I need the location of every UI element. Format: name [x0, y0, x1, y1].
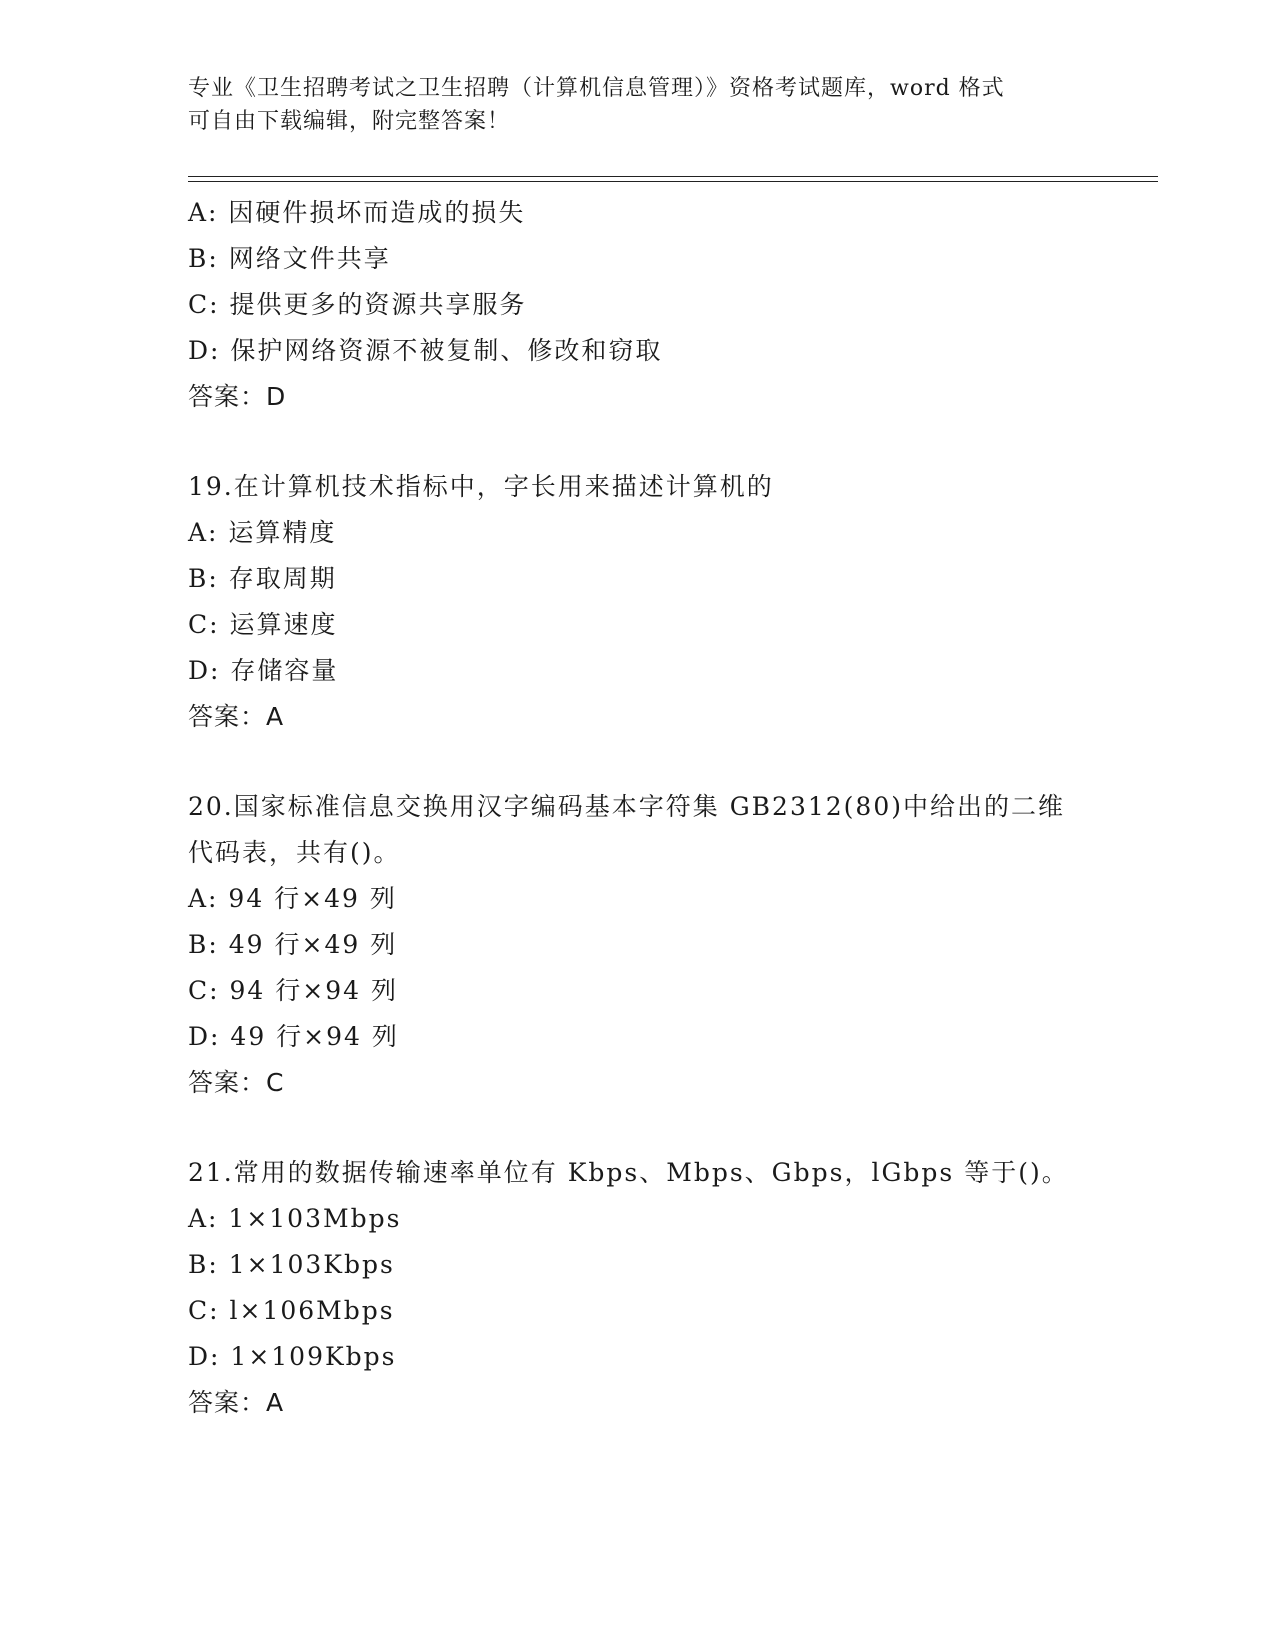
option-c: C: l×106Mbps	[188, 1296, 395, 1325]
header-rule-bottom	[188, 181, 1158, 182]
option-b: B: 49 行×49 列	[188, 930, 398, 959]
answer-line: 答案：A	[188, 1388, 285, 1417]
answer-line: 答案：A	[188, 702, 285, 731]
option-b: B: 1×103Kbps	[188, 1250, 395, 1279]
question-text-line-1: 20.国家标准信息交换用汉字编码基本字符集 GB2312(80)中给出的二维	[188, 792, 1065, 821]
document-header	[188, 72, 1068, 138]
question-text: 19.在计算机技术指标中，字长用来描述计算机的	[188, 472, 774, 501]
question-block-19	[188, 464, 1148, 740]
option-d: D: 1×109Kbps	[188, 1342, 397, 1371]
option-a: A: 运算精度	[188, 518, 337, 547]
option-b: B: 存取周期	[188, 564, 337, 593]
question-block-18	[188, 190, 1148, 420]
option-a: A: 1×103Mbps	[188, 1204, 402, 1233]
option-d: D: 存储容量	[188, 656, 339, 685]
option-c: C: 94 行×94 列	[188, 976, 398, 1005]
question-block-20	[188, 784, 1148, 1106]
header-line-1: 专业《卫生招聘考试之卫生招聘（计算机信息管理）》资格考试题库，word 格式	[188, 76, 1005, 101]
header-rule-top	[188, 176, 1158, 177]
option-b: B: 网络文件共享	[188, 244, 391, 273]
header-line-2: 可自由下载编辑，附完整答案！	[188, 109, 511, 134]
option-a: A: 94 行×49 列	[188, 884, 397, 913]
option-d: D: 49 行×94 列	[188, 1022, 399, 1051]
question-block-21	[188, 1150, 1148, 1426]
option-d: D: 保护网络资源不被复制、修改和窃取	[188, 336, 663, 365]
option-a: A: 因硬件损坏而造成的损失	[188, 198, 526, 227]
answer-line: 答案：C	[188, 1068, 285, 1097]
question-text: 21.常用的数据传输速率单位有 Kbps、Mbps、Gbps，lGbps 等于()。	[188, 1158, 1069, 1187]
answer-line: 答案：D	[188, 382, 287, 411]
question-list	[188, 190, 1148, 1426]
option-c: C: 提供更多的资源共享服务	[188, 290, 527, 319]
question-text-line-2: 代码表，共有()。	[188, 838, 401, 867]
option-c: C: 运算速度	[188, 610, 338, 639]
